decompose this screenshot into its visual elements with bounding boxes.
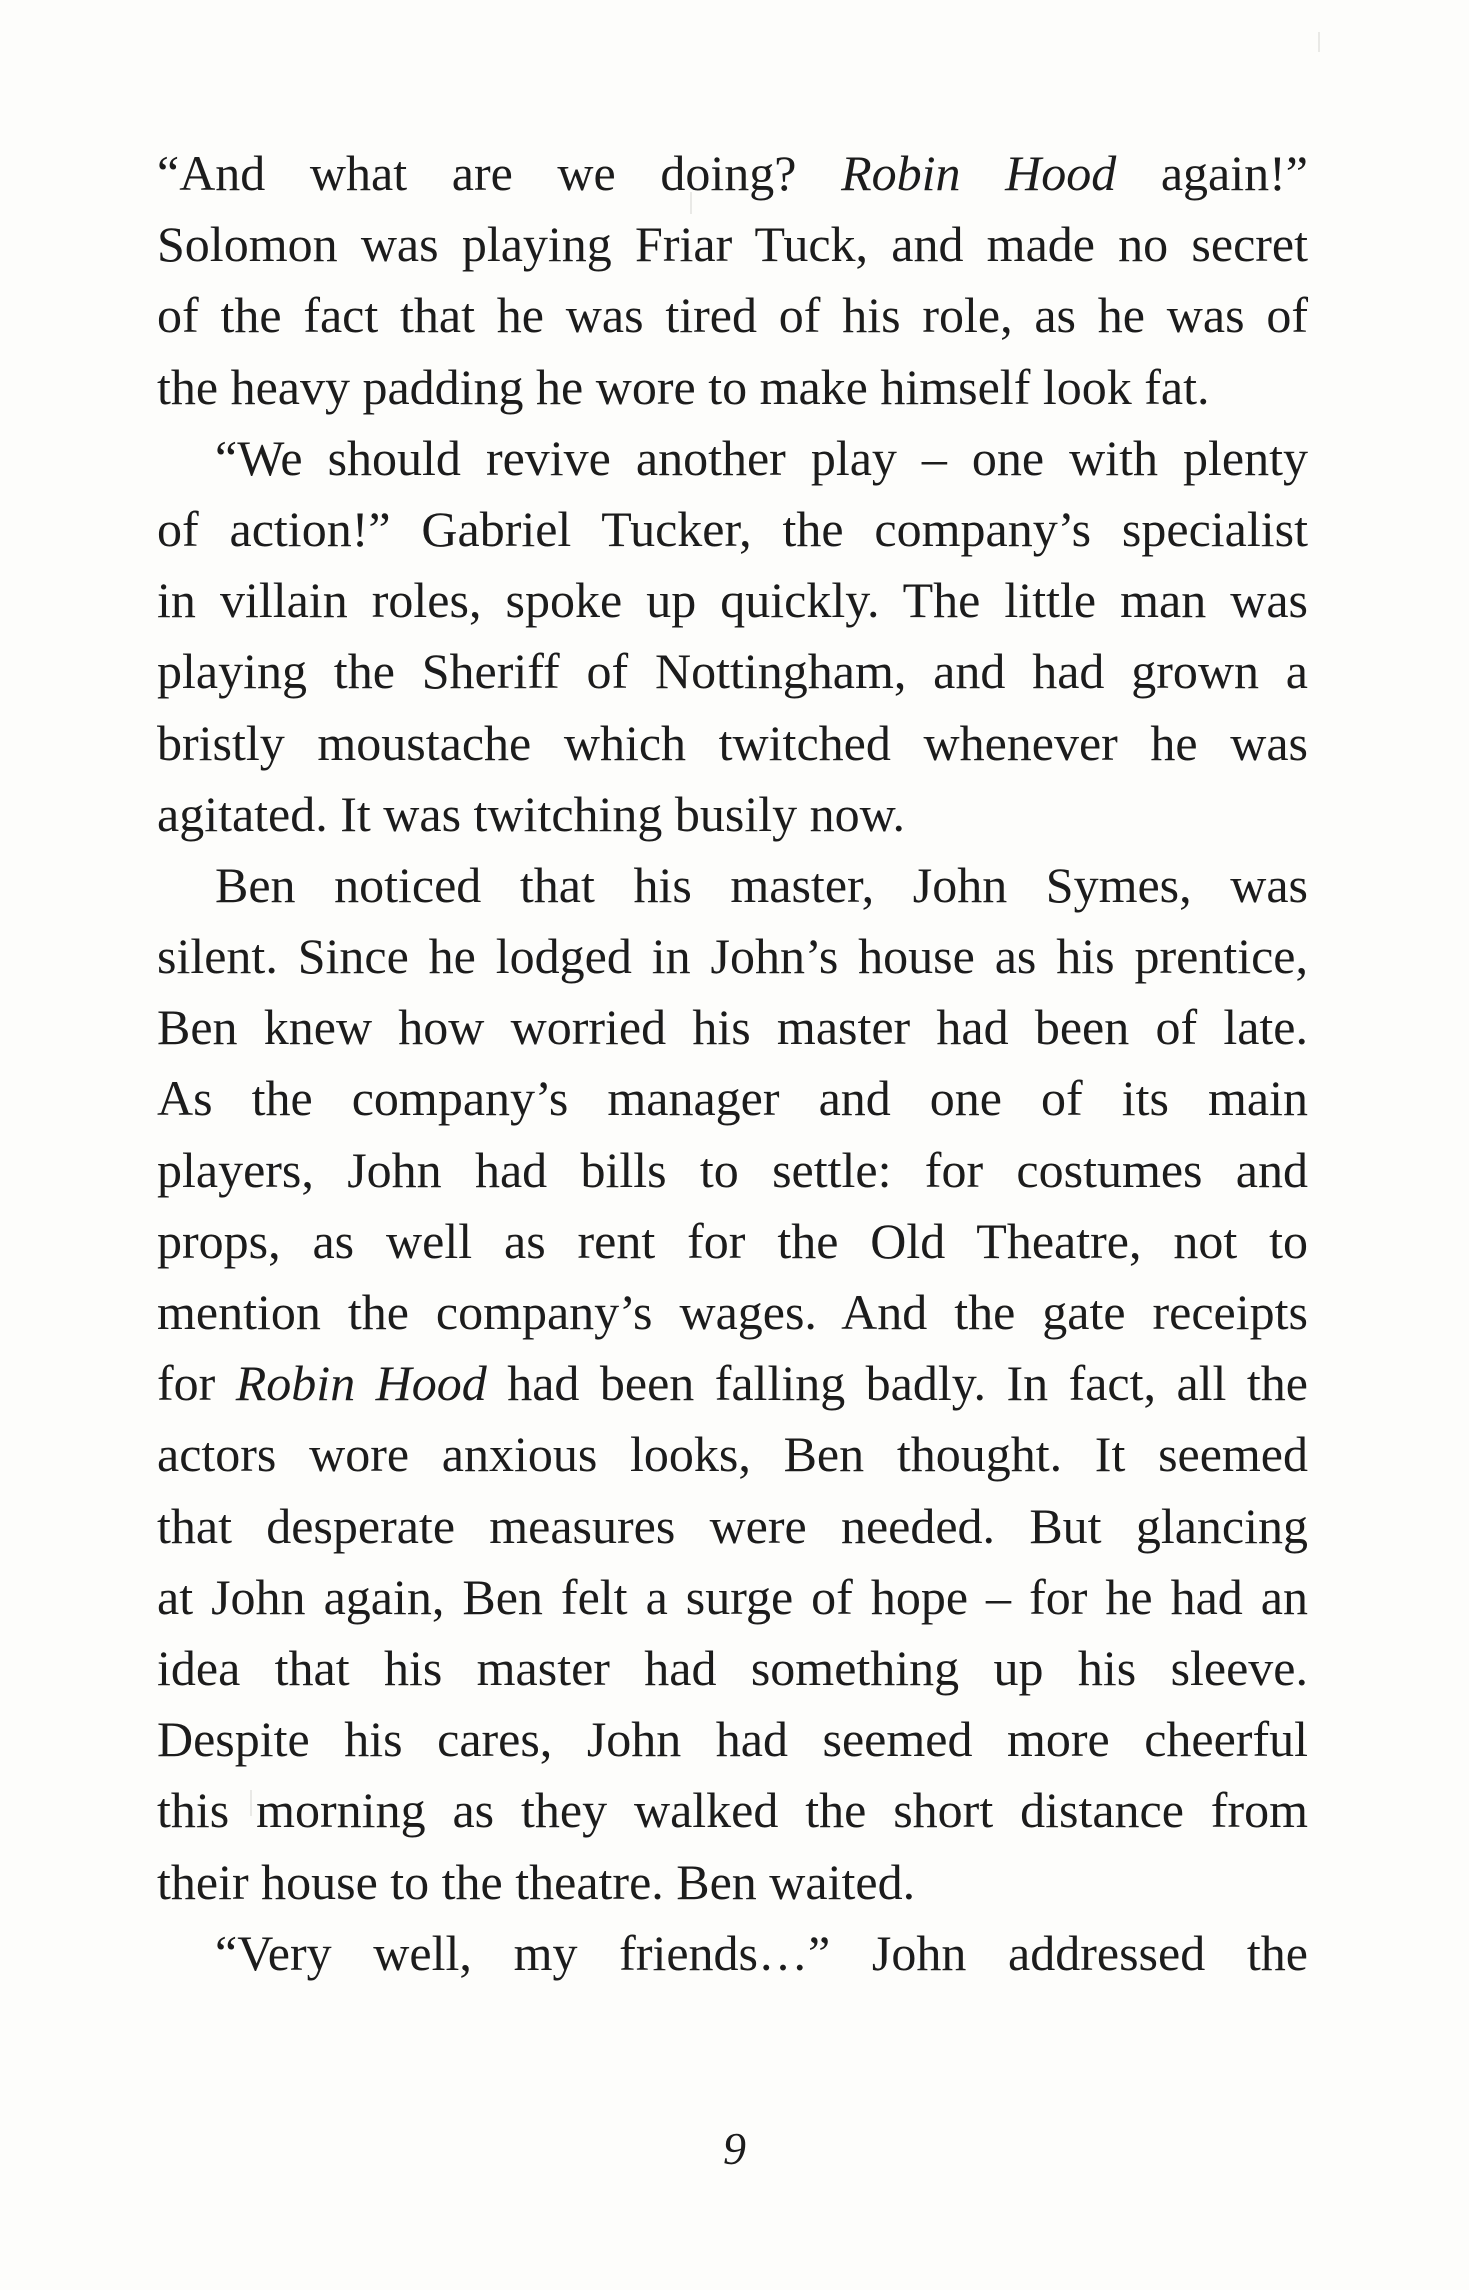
text-segment: “We should revive another play – one with plenty [215,429,1308,486]
text-line [157,1206,1308,1277]
text-segment: silent. Since he lodged in John’s house as his prentice, [157,928,1308,985]
text-segment: mention the company’s wages. And the gate receipts [157,1284,1308,1340]
text-segment: of action!” Gabriel Tucker, the company’s specialist [157,500,1308,557]
text-segment: had been falling badly. In fact, all the [486,1355,1308,1412]
text-line [157,1491,1308,1562]
text-line [157,1277,1308,1348]
text-segment: their house to the theatre. Ben waited. [157,1853,916,1910]
text-segment: As the company’s manager and one of its main [157,1070,1308,1127]
italic-title-text: Robin Hood [841,145,1117,201]
text-segment: actors wore anxious looks, Ben thought. It seemed [157,1426,1308,1483]
text-line [157,138,1308,209]
text-segment: “And what are we doing? [157,145,842,201]
text-line [157,1063,1308,1134]
text-segment: again!” [1116,145,1308,201]
text-line [157,636,1308,707]
text-line [157,423,1308,494]
text-line [157,1419,1308,1490]
text-segment: Solomon was playing Friar Tuck, and made no secret [157,216,1308,273]
page-number: 9 [723,2123,746,2174]
text-line [157,1562,1308,1633]
text-segment: this morning as they walked the short distance from [157,1782,1308,1839]
text-segment: agitated. It was twitching busily now. [157,785,906,842]
scan-speck [1318,32,1320,52]
text-line [157,708,1308,779]
text-segment: players, John had bills to settle: for costumes and [157,1141,1308,1198]
text-segment: for [157,1355,236,1412]
text-line [157,352,1308,423]
text-line [157,1348,1308,1419]
text-segment: Despite his cares, John had seemed more cheerful [157,1711,1308,1768]
text-segment: idea that his master had something up his sleeve. [157,1639,1308,1696]
text-line [157,1135,1308,1206]
text-line [157,1704,1308,1775]
italic-title-text: Robin Hood [235,1355,487,1412]
text-line [157,921,1308,992]
text-segment: “Very well, my friends…” John addressed the [215,1924,1308,1981]
text-line [157,209,1308,280]
text-segment: Ben knew how worried his master had been of late. [157,999,1308,1056]
text-line [157,992,1308,1063]
text-line [157,850,1308,921]
text-segment: Ben noticed that his master, John Symes, was [215,856,1308,913]
text-segment: of the fact that he was tired of his role, as he was of [157,287,1308,344]
text-segment: playing the Sheriff of Nottingham, and had grown a [157,643,1308,700]
text-segment: in villain roles, spoke up quickly. The little man was [157,572,1308,629]
text-line [157,1775,1308,1846]
text-line [157,1918,1308,1989]
text-line [157,779,1308,850]
text-segment: props, as well as rent for the Old Theatre, not to [157,1212,1308,1269]
text-line [157,280,1308,351]
text-line [157,1847,1308,1918]
body-text [157,138,1308,1989]
text-line [157,1633,1308,1704]
text-segment: the heavy padding he wore to make himself look fat. [157,358,1210,415]
text-segment: at John again, Ben felt a surge of hope – for he had an [157,1568,1308,1625]
text-line [157,494,1308,565]
text-segment: that desperate measures were needed. But glancing [157,1497,1308,1554]
text-line [157,565,1308,636]
text-segment: bristly moustache which twitched whenever he was [157,714,1308,771]
